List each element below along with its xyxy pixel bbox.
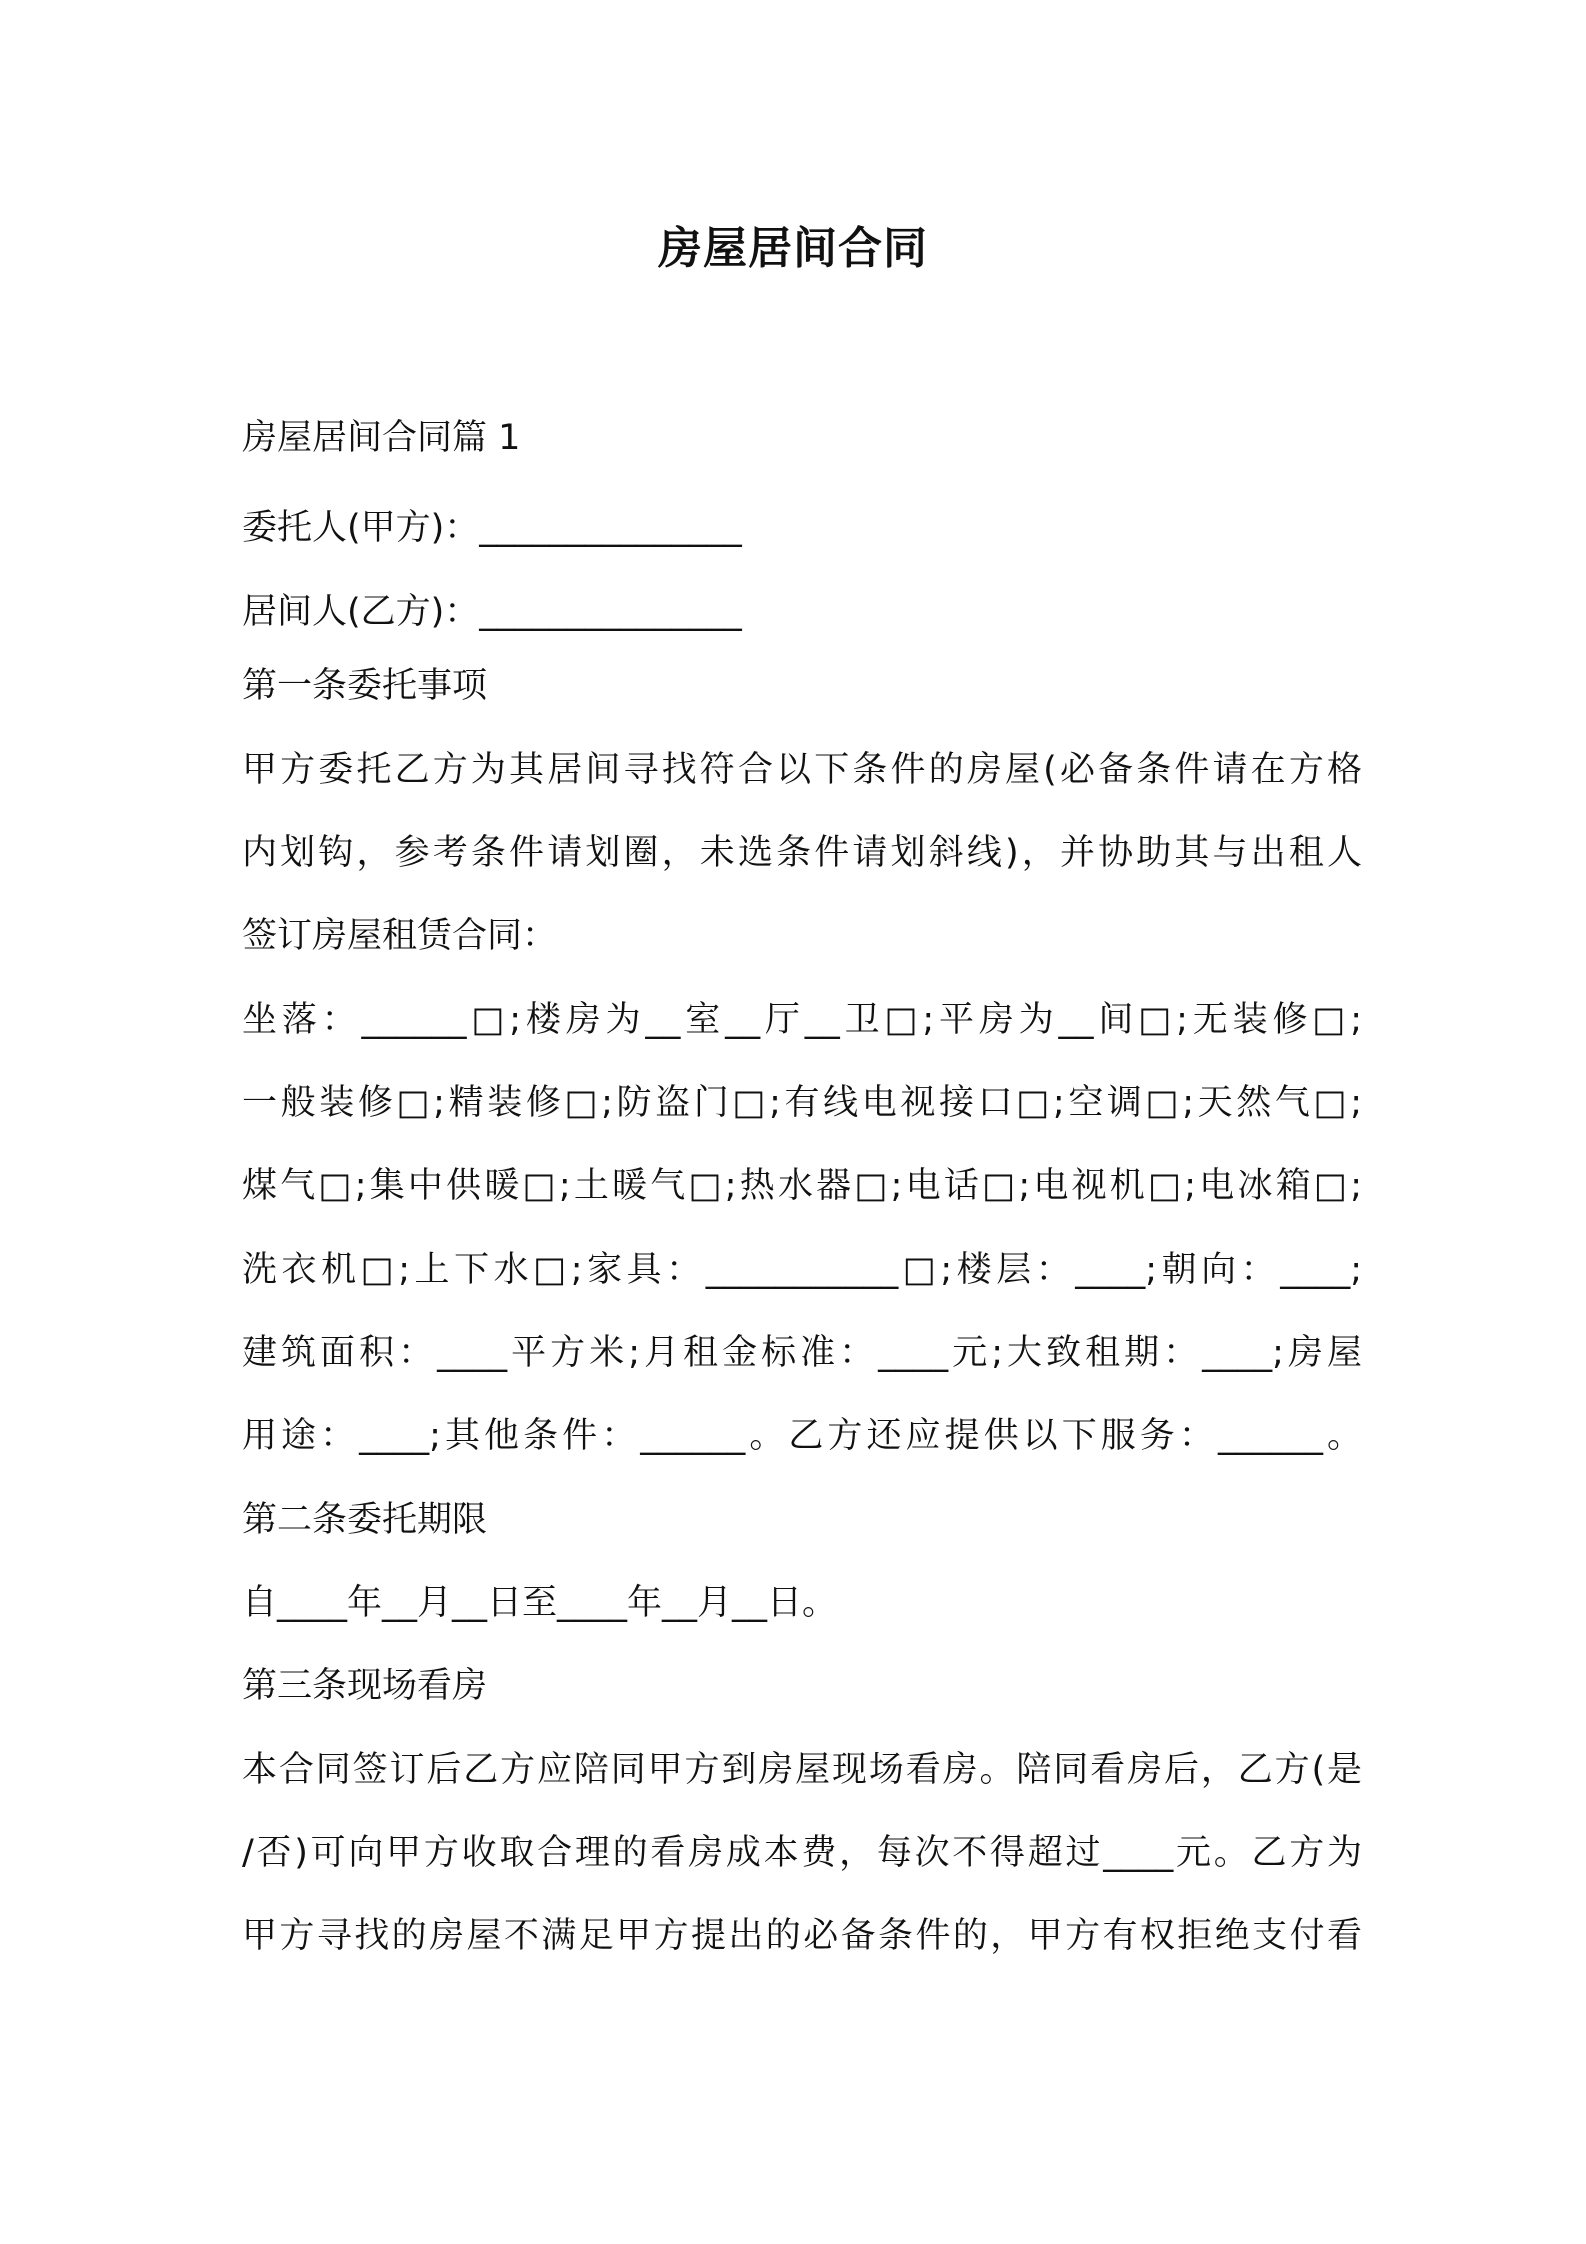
paragraph-line: 内划钩，参考条件请划圈，未选条件请划斜线)，并协助其与出租人	[242, 833, 1362, 873]
paragraph-line: /否)可向甲方收取合理的看房成本费，每次不得超过____元。乙方为	[242, 1833, 1362, 1873]
principal-field: 委托人(甲方)：_______________	[242, 508, 742, 548]
paragraph-line: 签订房屋租赁合同：	[242, 916, 558, 956]
paragraph-line: 建筑面积：____平方米;月租金标准：____元;大致租期：____;房屋	[242, 1333, 1362, 1373]
article-heading: 第二条委托期限	[242, 1500, 488, 1540]
article-heading: 第三条现场看房	[242, 1666, 488, 1706]
paragraph-line: 自____年__月__日至____年__月__日。	[242, 1583, 838, 1623]
article-heading: 第一条委托事项	[242, 666, 488, 706]
section-heading: 房屋居间合同篇 1	[242, 418, 521, 458]
paragraph-line: 用途：____;其他条件：______。乙方还应提供以下服务：______。	[242, 1416, 1362, 1456]
paragraph-line: 本合同签订后乙方应陪同甲方到房屋现场看房。陪同看房后，乙方(是	[242, 1750, 1362, 1790]
paragraph-line: 坐落：______□;楼房为__室__厅__卫□;平房为__间□;无装修□;	[242, 1000, 1362, 1040]
paragraph-line: 洗衣机□;上下水□;家具：___________□;楼层：____;朝向：____;	[242, 1250, 1362, 1290]
intermediary-field: 居间人(乙方)：_______________	[242, 592, 742, 632]
document-title: 房屋居间合同	[658, 223, 928, 274]
paragraph-line: 一般装修□;精装修□;防盗门□;有线电视接口□;空调□;天然气□;	[242, 1083, 1362, 1123]
paragraph-line: 甲方寻找的房屋不满足甲方提出的必备条件的，甲方有权拒绝支付看	[242, 1916, 1362, 1956]
paragraph-line: 煤气□;集中供暖□;土暖气□;热水器□;电话□;电视机□;电冰箱□;	[242, 1166, 1362, 1206]
paragraph-line: 甲方委托乙方为其居间寻找符合以下条件的房屋(必备条件请在方格	[242, 750, 1362, 790]
